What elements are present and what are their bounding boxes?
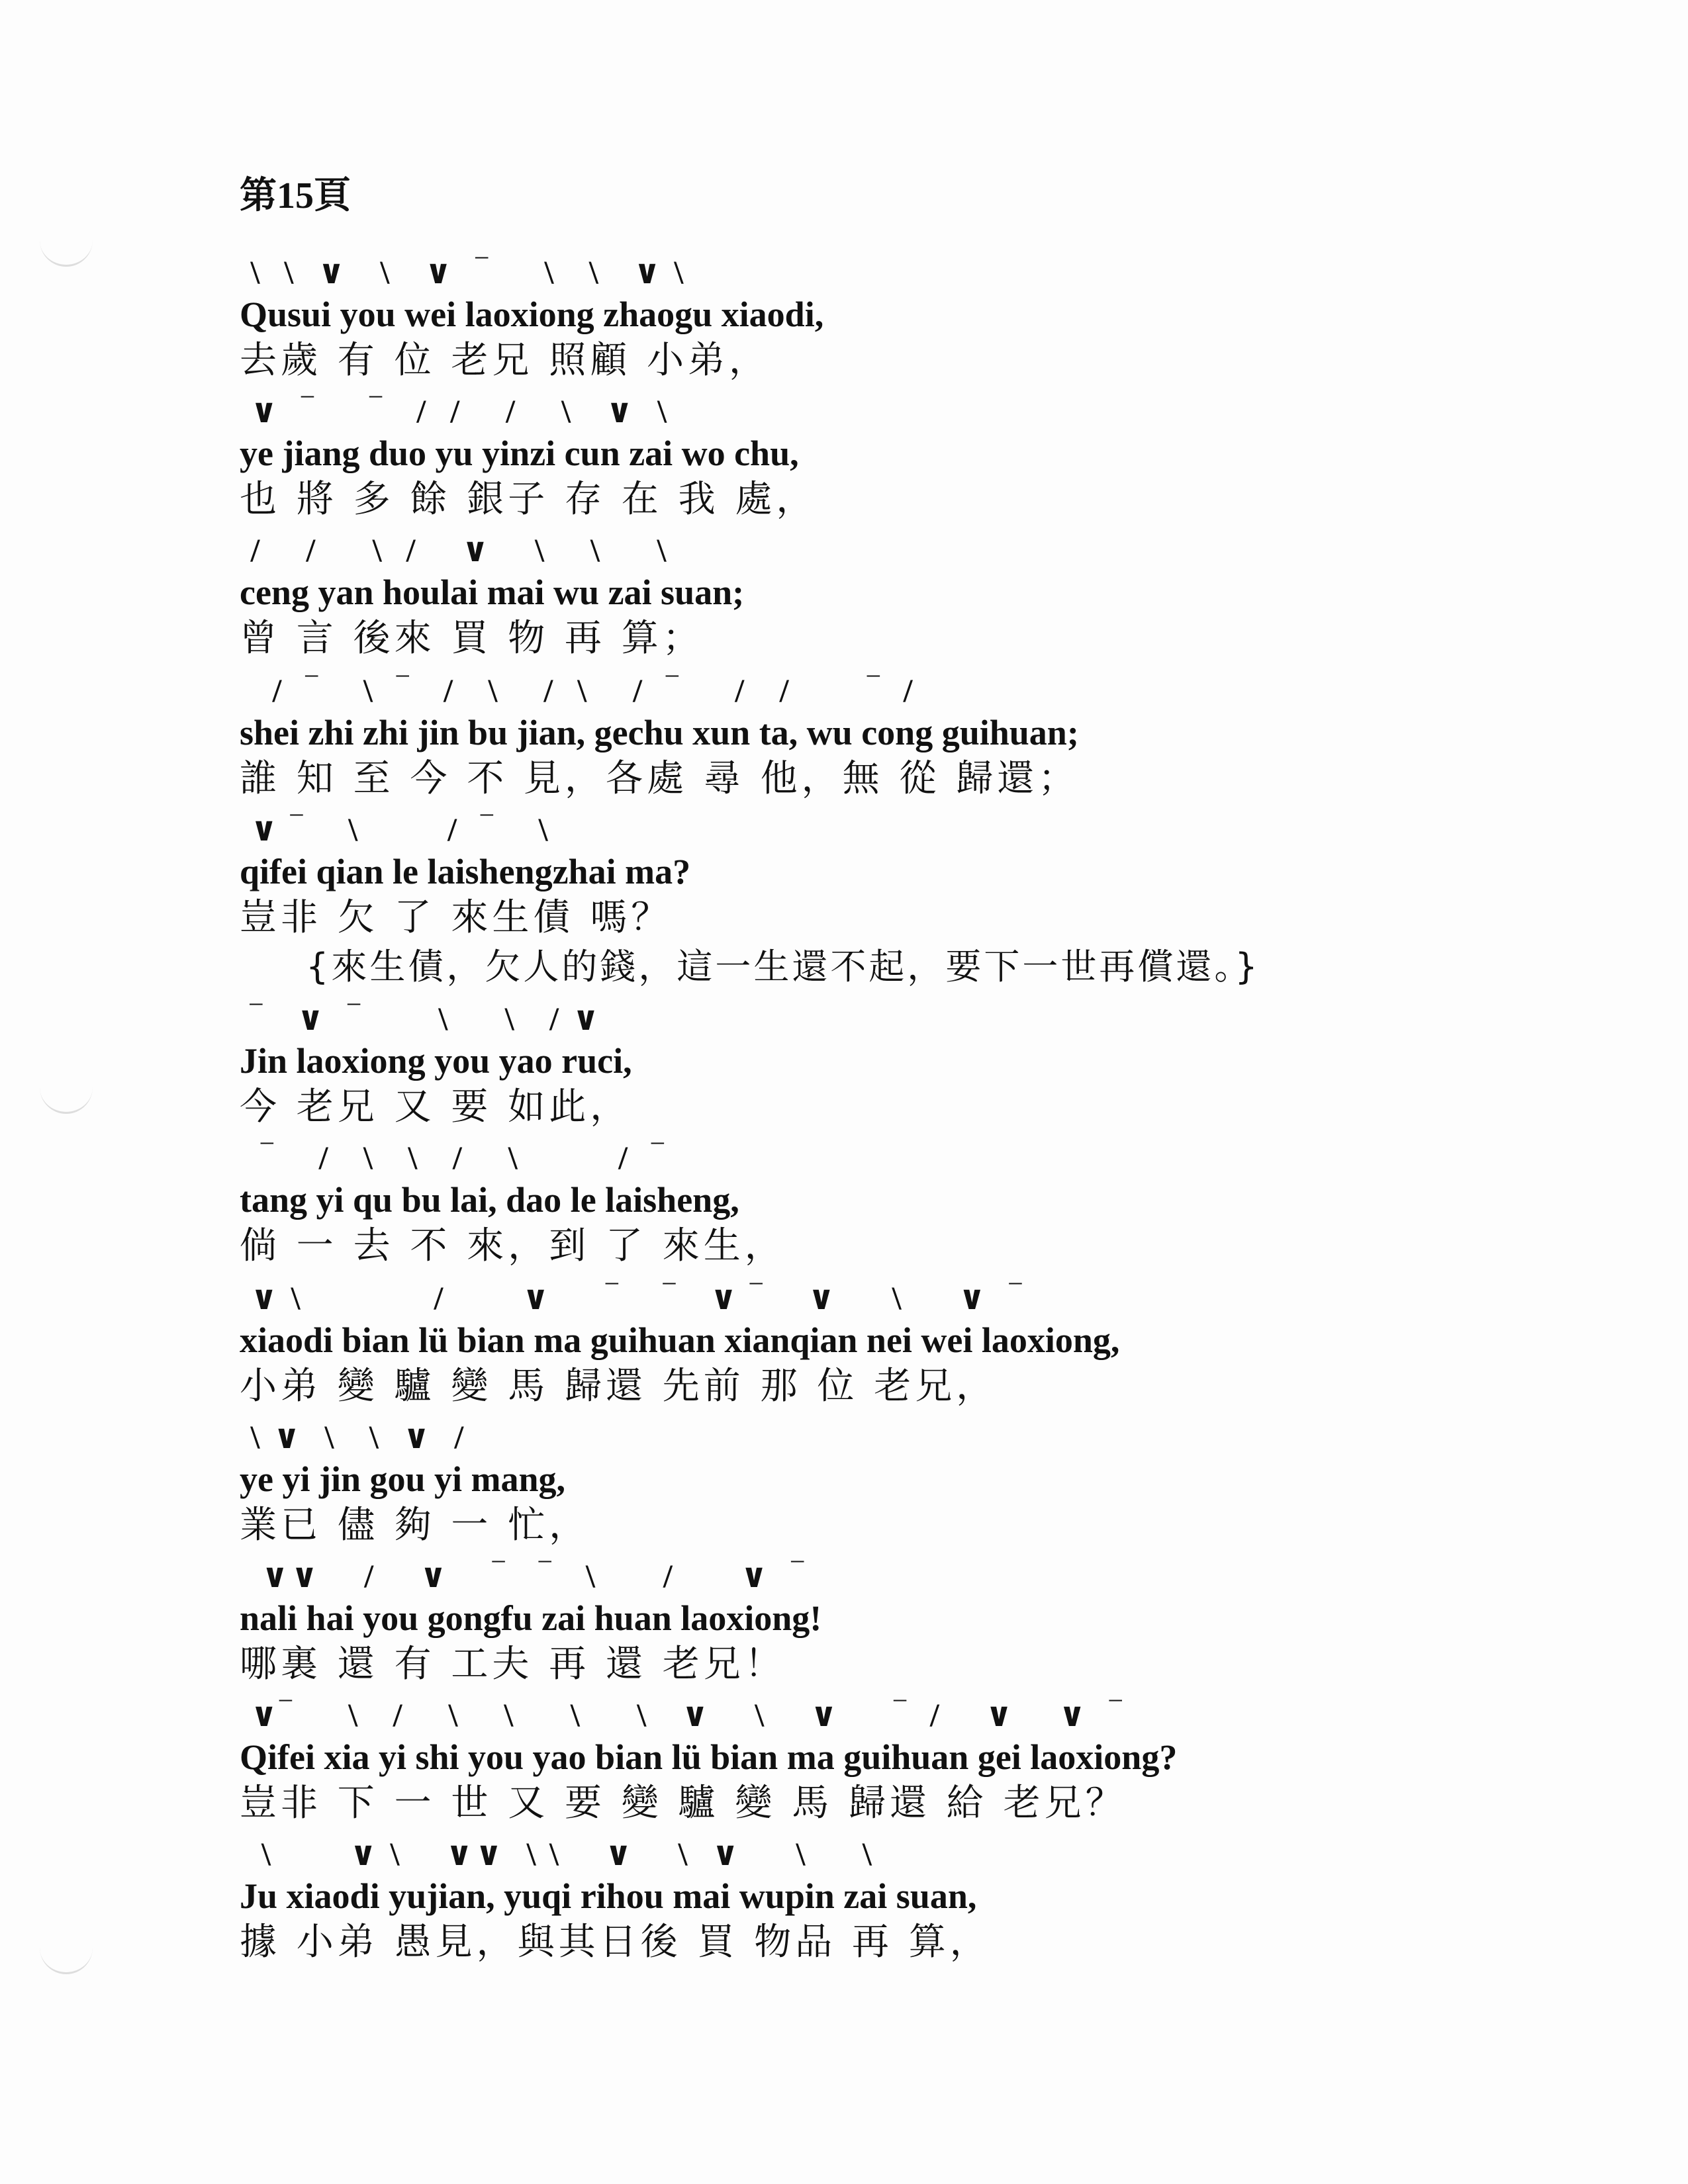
pinyin-line: Jin laoxiong you yao ruci,	[240, 1041, 632, 1081]
pinyin-line: xiaodi bian lü bian ma guihuan xianqian nei wei laoxiong,	[240, 1320, 1120, 1360]
tone-marks: ‾ ∨ ‾ \ \ / ∨	[240, 1000, 602, 1037]
stanza-3	[240, 529, 1597, 663]
stanza-5	[240, 809, 1597, 991]
hanzi-line: 業已 儘 夠 一 忙，	[240, 1504, 590, 1547]
stanza-8	[240, 1277, 1597, 1411]
hanzi-line: 倘 一 去 不 來，到 了 來生，	[240, 1224, 786, 1267]
hanzi-line: 去歲 有 位 老兄 照顧 小弟，	[240, 339, 771, 382]
stanza-2	[240, 390, 1597, 524]
binder-hole-mark	[40, 1946, 93, 1974]
pinyin-line: nali hai you gongfu zai huan laoxiong!	[240, 1598, 822, 1638]
pinyin-line: tang yi qu bu lai, dao le laisheng,	[240, 1180, 739, 1220]
page-title: 第15頁	[240, 175, 351, 216]
stanza-7	[240, 1137, 1597, 1271]
pinyin-line: ye yi jin gou yi mang,	[240, 1459, 566, 1499]
annotation-note: {來生債，欠人的錢，這一生還不起，要下一世再償還。}	[306, 946, 1260, 987]
hanzi-line: 誰 知 至 今 不 見，各處 尋 他，無 從 歸還；	[240, 757, 1080, 800]
tone-marks: ∨ ‾ ‾ / / / \ ∨ \	[240, 392, 669, 430]
hanzi-line: 哪裏 還 有 工夫 再 還 老兄！	[240, 1643, 786, 1686]
stanza-11	[240, 1694, 1597, 1828]
hanzi-line: 今 老兄 又 要 如此，	[240, 1085, 632, 1128]
pinyin-line: Ju xiaodi yujian, yuqi rihou mai wupin zai suan,	[240, 1876, 977, 1916]
hanzi-line: 據 小弟 愚見，與其日後 買 物品 再 算，	[240, 1921, 991, 1964]
binder-hole-mark	[40, 238, 93, 267]
pinyin-line: qifei qian le laishengzhai ma?	[240, 852, 691, 891]
tone-marks: ∨‾ \ / \ \ \ \ ∨ \ ∨ ‾ / ∨ ∨ ‾	[240, 1696, 1124, 1733]
stanza-4	[240, 670, 1597, 803]
hanzi-line: 曾 言 後來 買 物 再 算；	[240, 617, 704, 660]
tone-marks: \ ∨ \ \ ∨ /	[240, 1418, 467, 1455]
tone-marks: \ \ ∨ \ ∨ ‾ \ \ ∨ \	[240, 253, 686, 291]
tone-marks: / ‾ \ ‾ / \ / \ / ‾ / / ‾ /	[240, 672, 915, 709]
tone-marks: \ ∨ \ ∨∨ \ \ ∨ \ ∨ \ \	[240, 1835, 874, 1872]
stanza-10	[240, 1555, 1597, 1689]
tone-marks: ∨∨ / ∨ ‾ ‾ \ / ∨ ‾	[240, 1557, 806, 1594]
pinyin-line: Qusui you wei laoxiong zhaogu xiaodi,	[240, 295, 824, 334]
tone-marks: ∨ ‾ \ / ‾ \	[240, 811, 551, 848]
hanzi-line: 豈非 下 一 世 又 要 變 驢 變 馬 歸還 給 老兄？	[240, 1782, 1127, 1825]
pinyin-line: Qifei xia yi shi you yao bian lü bian ma guihuan gei laoxiong?	[240, 1737, 1178, 1777]
pinyin-line: ceng yan houlai mai wu zai suan;	[240, 572, 745, 612]
tone-marks: ‾ / \ \ / \ / ‾	[240, 1139, 666, 1176]
stanza-12	[240, 1833, 1597, 1967]
hanzi-line: 也 將 多 餘 銀子 存 在 我 處，	[240, 478, 818, 521]
binder-hole-mark	[40, 1085, 93, 1114]
stanza-1	[240, 251, 1597, 385]
tone-marks: / / \ / ∨ \ \ \	[240, 531, 669, 569]
hanzi-line: 豈非 欠 了 來生債 嗎？	[240, 896, 673, 939]
tone-marks: ∨ \ / ∨ ‾ ‾ ∨ ‾ ∨ \ ∨ ‾	[240, 1279, 1024, 1316]
pinyin-line: ye jiang duo yu yinzi cun zai wo chu,	[240, 433, 799, 473]
hanzi-line: 小弟 變 驢 變 馬 歸還 先前 那 位 老兄，	[240, 1365, 998, 1408]
stanza-6	[240, 998, 1597, 1132]
stanza-9	[240, 1416, 1597, 1550]
pinyin-line: shei zhi zhi jin bu jian, gechu xun ta, wu cong guihuan;	[240, 713, 1079, 752]
